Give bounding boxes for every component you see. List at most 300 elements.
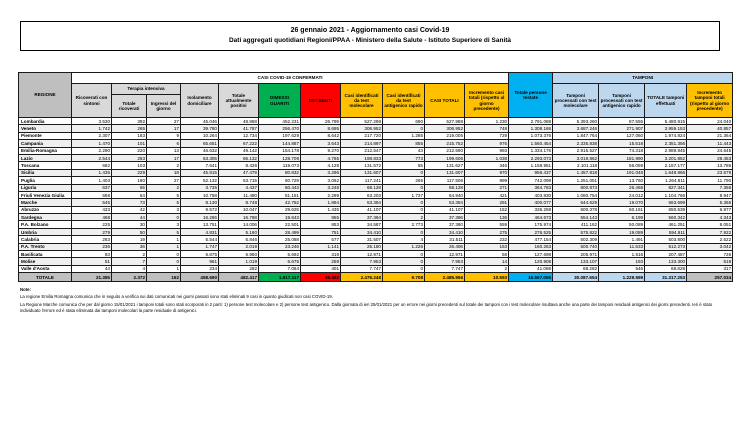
cell-terapia-intensiva-totale: 2.372 bbox=[112, 273, 147, 282]
cell-incremento-casi: 10.593 bbox=[465, 273, 509, 282]
cell-incremento-tamponi: 7.356 bbox=[687, 184, 733, 191]
cell-ricoverati-con-sintomi: 668 bbox=[72, 191, 112, 198]
cell-deceduti: 4.765 bbox=[301, 154, 341, 161]
cell-deceduti: 86.422 bbox=[301, 273, 341, 282]
cell-totale-attualmente-positivi: 2.019 bbox=[219, 243, 259, 250]
cell-incremento-tamponi: 11.443 bbox=[687, 140, 733, 147]
cell-ricoverati-con-sintomi: 21.355 bbox=[72, 273, 112, 282]
cell-terapia-intensiva-ingressi: 5 bbox=[147, 191, 181, 198]
cell-casi-test-antigenico: 0 bbox=[383, 169, 425, 176]
cell-casi-test-molecolare: 198.833 bbox=[341, 154, 383, 161]
cell-ricoverati-con-sintomi: 1.742 bbox=[72, 125, 112, 132]
cell-deceduti: 319 bbox=[301, 251, 341, 258]
cell-totale-persone-testate: 2.791.088 bbox=[509, 118, 553, 125]
cell-casi-totali: 306.952 bbox=[425, 125, 465, 132]
cell-totale-attualmente-positivi: 8.748 bbox=[219, 199, 259, 206]
cell-tamponi-molecolare: 502.309 bbox=[553, 236, 599, 243]
cell-casi-totali: 37.360 bbox=[425, 221, 465, 228]
bulletin-date-title: 26 gennaio 2021 - Aggiornamento casi Covid-19 bbox=[290, 27, 450, 34]
cell-incremento-casi: 291 bbox=[465, 199, 509, 206]
cell-deceduti: 8.695 bbox=[301, 125, 341, 132]
cell-dimessi-guariti: 452.231 bbox=[259, 118, 301, 125]
cell-terapia-intensiva-ingressi: 3 bbox=[147, 221, 181, 228]
cell-incremento-tamponi: 8.947 bbox=[687, 191, 733, 198]
cell-ricoverati-con-sintomi: 3.530 bbox=[72, 118, 112, 125]
cell-totale-attualmente-positivi: 6.960 bbox=[219, 251, 259, 258]
cell-deceduti: 2.299 bbox=[301, 191, 341, 198]
cell-terapia-intensiva-totale: 42 bbox=[112, 206, 147, 213]
cell-tamponi-antigenico: 24.012 bbox=[599, 191, 645, 198]
cell-ricoverati-con-sintomi: 51 bbox=[72, 258, 112, 265]
cell-terapia-intensiva-totale: 220 bbox=[112, 147, 147, 154]
region-name: Molise bbox=[19, 258, 72, 265]
cell-incremento-tamponi: 24.645 bbox=[687, 147, 733, 154]
cell-tamponi-molecolare: 1.457.818 bbox=[553, 169, 599, 176]
table-row bbox=[19, 162, 733, 169]
cell-terapia-intensiva-totale: 392 bbox=[112, 118, 147, 125]
cell-ricoverati-con-sintomi: 279 bbox=[72, 228, 112, 235]
cell-terapia-intensiva-totale: 2 bbox=[112, 251, 147, 258]
cell-isolamento-domiciliare: 3.735 bbox=[181, 184, 219, 191]
notes-label: Note: bbox=[20, 287, 31, 292]
cell-casi-totali: 12.971 bbox=[425, 251, 465, 258]
header-ti-totale: Totale ricoverati bbox=[112, 95, 147, 118]
cell-casi-test-antigenico: 0 bbox=[383, 228, 425, 235]
cell-tamponi-molecolare: 133.107 bbox=[553, 258, 599, 265]
cell-casi-totali: 53.394 bbox=[425, 199, 465, 206]
cell-incremento-casi: 346 bbox=[465, 162, 509, 169]
cell-terapia-intensiva-totale: 283 bbox=[112, 154, 147, 161]
cell-totale-attualmente-positivi: 282 bbox=[219, 265, 259, 272]
header-incremento-casi: Incremento casi totali (rispetto al giorno precedente) bbox=[465, 84, 509, 118]
cell-dimessi-guariti: 5.692 bbox=[259, 251, 301, 258]
cell-incremento-tamponi: 13.786 bbox=[687, 162, 733, 169]
cell-incremento-casi: 729 bbox=[465, 132, 509, 139]
cell-ricoverati-con-sintomi: 1.470 bbox=[72, 140, 112, 147]
header-casi-totali: CASI TOTALI bbox=[425, 84, 465, 118]
cell-tamponi-molecolare: 411.162 bbox=[553, 221, 599, 228]
table-row bbox=[19, 265, 733, 272]
cell-terapia-intensiva-totale: 65 bbox=[112, 184, 147, 191]
cell-dimessi-guariti: 80.832 bbox=[259, 169, 301, 176]
cell-terapia-intensiva-totale: 36 bbox=[112, 243, 147, 250]
note-marche: La Regione Marche comunica che per dal giorno 15/01/2021 i tamponi totali sono stati scorporati in 2 parti: 1) persone test molecolare e 2) persone test antigenico. Dalla giornata di ieri 25/01/2021 per un errore nei giorni precedenti sul totale dei tamponi con i test molecolare risultava anche una parte dei tamponi residuali antigenici dei giorni precedenti. Ieri è stato individuato l'errore ed è stata eliminata dai tamponi molecolari la parte residuale di antigenici. bbox=[20, 301, 713, 314]
region-name: Sicilia bbox=[19, 169, 72, 176]
cell-totale-persone-testate: 1.334.176 bbox=[509, 147, 553, 154]
cell-deceduti: 1.141 bbox=[301, 243, 341, 250]
cell-tamponi-antigenico: 1.516 bbox=[599, 251, 645, 258]
cell-tamponi-antigenico: 127.060 bbox=[599, 132, 645, 139]
header-attualmente-positivi: Totale attualmente positivi bbox=[219, 84, 259, 118]
cell-casi-totali: 215.752 bbox=[425, 140, 465, 147]
cell-totale-persone-testate: 400.077 bbox=[509, 199, 553, 206]
cell-deceduti: 3.643 bbox=[301, 140, 341, 147]
cell-terapia-intensiva-ingressi: 9 bbox=[147, 132, 181, 139]
cell-tamponi-antigenico: 1.491 bbox=[599, 236, 645, 243]
cell-casi-test-molecolare: 131.607 bbox=[341, 169, 383, 176]
cell-deceduti: 26.789 bbox=[301, 118, 341, 125]
cell-casi-totali: 131.607 bbox=[425, 169, 465, 176]
cell-totale-persone-testate: 477.154 bbox=[509, 236, 553, 243]
cell-incremento-casi: 1.038 bbox=[465, 154, 509, 161]
header-ricoverati: Ricoverati con sintomi bbox=[72, 84, 112, 118]
cell-tamponi-molecolare: 3.687.246 bbox=[553, 125, 599, 132]
cell-casi-test-molecolare: 131.572 bbox=[341, 162, 383, 169]
cell-isolamento-domiciliare: 10.264 bbox=[181, 132, 219, 139]
cell-casi-test-antigenico: 1.285 bbox=[383, 132, 425, 139]
cell-totale-attualmente-positivi: 48.968 bbox=[219, 118, 259, 125]
header-tamponi-antigenico: Tamponi processati con test antigenico rapido bbox=[599, 84, 645, 118]
cell-totale-persone-testate: 956.437 bbox=[509, 169, 553, 176]
cell-tamponi-molecolare: 2.335.838 bbox=[553, 140, 599, 147]
cell-incremento-tamponi: 4.343 bbox=[687, 214, 733, 221]
cell-incremento-casi: 2 bbox=[465, 265, 509, 272]
cell-incremento-tamponi: 29.453 bbox=[687, 154, 733, 161]
cell-tamponi-molecolare: 30.087.654 bbox=[553, 273, 599, 282]
cell-terapia-intensiva-totale: 163 bbox=[112, 132, 147, 139]
region-name: Abruzzo bbox=[19, 206, 72, 213]
header-group-tamponi: TAMPONI bbox=[553, 73, 733, 84]
cell-totale-attualmente-positivi: 4.437 bbox=[219, 184, 259, 191]
cell-isolamento-domiciliare: 4.831 bbox=[181, 228, 219, 235]
cell-dimessi-guariti: 51.151 bbox=[259, 191, 301, 198]
cell-ricoverati-con-sintomi: 433 bbox=[72, 206, 112, 213]
cell-terapia-intensiva-ingressi: 27 bbox=[147, 118, 181, 125]
cell-tamponi-molecolare: 1.080.754 bbox=[553, 191, 599, 198]
cell-casi-test-antigenico: 1.737 bbox=[383, 191, 425, 198]
region-name: Piemonte bbox=[19, 132, 72, 139]
cell-tamponi-molecolare: 800.873 bbox=[553, 184, 599, 191]
cell-casi-test-antigenico: 2 bbox=[383, 214, 425, 221]
cell-isolamento-domiciliare: 39.780 bbox=[181, 125, 219, 132]
cell-ricoverati-con-sintomi: 283 bbox=[72, 236, 112, 243]
table-row bbox=[19, 206, 733, 213]
cell-tamponi-antigenico: 11.533 bbox=[599, 243, 645, 250]
cell-casi-totali: 31.511 bbox=[425, 236, 465, 243]
cell-casi-totali: 7.953 bbox=[425, 258, 465, 265]
cell-terapia-intensiva-totale: 64 bbox=[112, 191, 147, 198]
cell-casi-test-molecolare: 306.952 bbox=[341, 125, 383, 132]
cell-totale-attualmente-positivi: 67.222 bbox=[219, 140, 259, 147]
cell-totale-attualmente-positivi: 53.715 bbox=[219, 177, 259, 184]
header-ti-ingressi: Ingressi del giorno bbox=[147, 95, 181, 118]
cell-terapia-intensiva-totale: 229 bbox=[112, 169, 147, 176]
cell-tamponi-antigenico: 15.518 bbox=[599, 140, 645, 147]
cell-isolamento-domiciliare: 8.130 bbox=[181, 199, 219, 206]
cell-incremento-casi: 970 bbox=[465, 169, 509, 176]
cell-totale-tamponi: 663.699 bbox=[645, 199, 687, 206]
cell-ricoverati-con-sintomi: 468 bbox=[72, 214, 112, 221]
cell-casi-test-molecolare: 68.128 bbox=[341, 184, 383, 191]
cell-casi-test-molecolare: 25.180 bbox=[341, 243, 383, 250]
cell-totale-tamponi: 503.800 bbox=[645, 236, 687, 243]
cell-incremento-tamponi: 8.051 bbox=[687, 221, 733, 228]
cell-incremento-casi: 271 bbox=[465, 184, 509, 191]
cell-tamponi-molecolare: 575.822 bbox=[553, 228, 599, 235]
cell-terapia-intensiva-totale: 44 bbox=[112, 214, 147, 221]
header-tamponi-totale: TOTALE tamponi effettuati bbox=[645, 84, 687, 118]
cell-tamponi-antigenico: 50.089 bbox=[599, 221, 645, 228]
cell-incremento-tamponi: 2.522 bbox=[687, 236, 733, 243]
cell-casi-test-molecolare: 53.394 bbox=[341, 199, 383, 206]
cell-totale-tamponi: 1.648.866 bbox=[645, 169, 687, 176]
table-row bbox=[19, 125, 733, 132]
region-name: Lombardia bbox=[19, 118, 72, 125]
cell-isolamento-domiciliare: 961 bbox=[181, 258, 219, 265]
cell-incremento-casi: 14 bbox=[465, 258, 509, 265]
cell-deceduti: 955 bbox=[301, 214, 341, 221]
total-row bbox=[19, 273, 733, 282]
table-row bbox=[19, 154, 733, 161]
cell-casi-test-molecolare: 37.394 bbox=[341, 214, 383, 221]
cell-incremento-casi: 421 bbox=[465, 191, 509, 198]
cell-terapia-intensiva-ingressi: 1 bbox=[147, 243, 181, 250]
cell-incremento-casi: 58 bbox=[465, 251, 509, 258]
cell-isolamento-domiciliare: 65.651 bbox=[181, 140, 219, 147]
cell-totale-attualmente-positivi: 41.787 bbox=[219, 125, 259, 132]
cell-totale-tamponi: 461.251 bbox=[645, 221, 687, 228]
cell-casi-test-molecolare: 12.971 bbox=[341, 251, 383, 258]
cell-isolamento-domiciliare: 1.747 bbox=[181, 243, 219, 250]
cell-casi-totali: 34.410 bbox=[425, 228, 465, 235]
table-row bbox=[19, 258, 733, 265]
cell-terapia-intensiva-ingressi: 5 bbox=[147, 228, 181, 235]
cell-totale-tamponi: 1.264.811 bbox=[645, 177, 687, 184]
cell-dimessi-guariti: 22.501 bbox=[259, 221, 301, 228]
cell-totale-tamponi: 1.974.824 bbox=[645, 132, 687, 139]
table-row bbox=[19, 147, 733, 154]
cell-casi-totali: 199.606 bbox=[425, 154, 465, 161]
cell-totale-tamponi: 827.341 bbox=[645, 184, 687, 191]
table-row bbox=[19, 169, 733, 176]
cell-totale-attualmente-positivi: 66.132 bbox=[219, 154, 259, 161]
header-dimessi-guariti: DIMESSI GUARITI bbox=[259, 84, 301, 118]
cell-isolamento-domiciliare: 45.815 bbox=[181, 169, 219, 176]
cell-casi-test-antigenico: 0 bbox=[383, 184, 425, 191]
cell-deceduti: 4.128 bbox=[301, 162, 341, 169]
cell-incremento-casi: 559 bbox=[465, 221, 509, 228]
cell-totale-attualmente-positivi: 49.142 bbox=[219, 147, 259, 154]
region-name: Puglia bbox=[19, 177, 72, 184]
cell-tamponi-molecolare: 5.393.260 bbox=[553, 118, 599, 125]
cell-deceduti: 3.296 bbox=[301, 169, 341, 176]
cell-incremento-casi: 136 bbox=[465, 214, 509, 221]
cell-terapia-intensiva-ingressi: 0 bbox=[147, 258, 181, 265]
region-name: Lazio bbox=[19, 154, 72, 161]
cell-totale-tamponi: 31.317.253 bbox=[645, 273, 687, 282]
cell-terapia-intensiva-totale: 265 bbox=[112, 125, 147, 132]
cell-incremento-tamponi: 518 bbox=[687, 258, 733, 265]
cell-dimessi-guariti: 1.917.117 bbox=[259, 273, 301, 282]
cell-casi-test-antigenico: 43 bbox=[383, 147, 425, 154]
region-name: Valle d'Aosta bbox=[19, 265, 72, 272]
cell-isolamento-domiciliare: 458.690 bbox=[181, 273, 219, 282]
cell-casi-totali: 219.005 bbox=[425, 132, 465, 139]
cell-casi-test-antigenico: 0 bbox=[383, 125, 425, 132]
table-row bbox=[19, 214, 733, 221]
cell-casi-totali: 64.940 bbox=[425, 191, 465, 198]
region-name: Emilia-Romagna bbox=[19, 147, 72, 154]
cell-totale-tamponi: 68.828 bbox=[645, 265, 687, 272]
cell-incremento-casi: 1.230 bbox=[465, 118, 509, 125]
cell-incremento-tamponi: 6.977 bbox=[687, 206, 733, 213]
cell-totale-attualmente-positivi: 14.006 bbox=[219, 221, 259, 228]
region-name: Basilicata bbox=[19, 251, 72, 258]
cell-casi-test-molecolare: 117.241 bbox=[341, 177, 383, 184]
cell-totale-attualmente-positivi: 8.426 bbox=[219, 162, 259, 169]
cell-totale-persone-testate: 160.263 bbox=[509, 243, 553, 250]
header-incremento-tamponi: Incremento tamponi totali (rispetto al giorno precedente) bbox=[687, 84, 733, 118]
header-regione: REGIONE bbox=[19, 73, 72, 118]
cell-terapia-intensiva-totale: 50 bbox=[112, 228, 147, 235]
cell-tamponi-molecolare: 644.629 bbox=[553, 199, 599, 206]
cell-casi-totali: 131.627 bbox=[425, 162, 465, 169]
cell-deceduti: 853 bbox=[301, 221, 341, 228]
title-box bbox=[20, 21, 720, 51]
cell-tamponi-antigenico: 191.048 bbox=[599, 169, 645, 176]
cell-tamponi-molecolare: 2.101.118 bbox=[553, 162, 599, 169]
cell-isolamento-domiciliare: 234 bbox=[181, 265, 219, 272]
cell-tamponi-molecolare: 554.143 bbox=[553, 214, 599, 221]
cell-dimessi-guariti: 60.443 bbox=[259, 184, 301, 191]
cell-casi-test-molecolare: 7.747 bbox=[341, 265, 383, 272]
cell-totale-persone-testate: 1.158.951 bbox=[509, 162, 553, 169]
cell-tamponi-molecolare: 1.251.051 bbox=[553, 177, 599, 184]
cell-ricoverati-con-sintomi: 682 bbox=[72, 162, 112, 169]
cell-casi-test-antigenico: 0 bbox=[383, 199, 425, 206]
cell-deceduti: 9.270 bbox=[301, 147, 341, 154]
table-row bbox=[19, 132, 733, 139]
cell-dimessi-guariti: 29.625 bbox=[259, 206, 301, 213]
cell-tamponi-molecolare: 68.282 bbox=[553, 265, 599, 272]
cell-dimessi-guariti: 6.675 bbox=[259, 258, 301, 265]
cell-tamponi-molecolare: 2.915.527 bbox=[553, 147, 599, 154]
cell-casi-totali: 212.590 bbox=[425, 147, 465, 154]
cell-isolamento-domiciliare: 46.632 bbox=[181, 147, 219, 154]
cell-deceduti: 3.062 bbox=[301, 177, 341, 184]
cell-tamponi-antigenico: 56.059 bbox=[599, 162, 645, 169]
cell-casi-test-antigenico: 2.773 bbox=[383, 221, 425, 228]
cell-totale-tamponi: 207.487 bbox=[645, 251, 687, 258]
cell-isolamento-domiciliare: 63.305 bbox=[181, 154, 219, 161]
cell-totale-tamponi: 650.539 bbox=[645, 206, 687, 213]
cell-tamponi-antigenico: 74.318 bbox=[599, 147, 645, 154]
cell-tamponi-antigenico: 181.990 bbox=[599, 154, 645, 161]
cell-terapia-intensiva-totale: 7 bbox=[112, 258, 147, 265]
cell-isolamento-domiciliare: 10.758 bbox=[181, 191, 219, 198]
header-isolamento: Isolamento domiciliare bbox=[181, 84, 219, 118]
cell-casi-test-antigenico: 9.708 bbox=[383, 273, 425, 282]
cell-totale-tamponi: 2.989.845 bbox=[645, 147, 687, 154]
cell-tamponi-molecolare: 600.378 bbox=[553, 206, 599, 213]
cell-ricoverati-con-sintomi: 236 bbox=[72, 243, 112, 250]
cell-isolamento-domiciliare: 9.572 bbox=[181, 206, 219, 213]
cell-isolamento-domiciliare: 16.286 bbox=[181, 214, 219, 221]
cell-totale-persone-testate: 364.783 bbox=[509, 184, 553, 191]
cell-casi-test-antigenico: 55 bbox=[383, 162, 425, 169]
cell-casi-test-molecolare: 31.507 bbox=[341, 236, 383, 243]
cell-totale-persone-testate: 464.673 bbox=[509, 214, 553, 221]
cell-terapia-intensiva-ingressi: 0 bbox=[147, 251, 181, 258]
cell-incremento-tamponi: 40.857 bbox=[687, 125, 733, 132]
cell-terapia-intensiva-totale: 4 bbox=[112, 265, 147, 272]
header-tamponi-molecolare: Tamponi processati con test molecolare bbox=[553, 84, 599, 118]
cell-terapia-intensiva-totale: 180 bbox=[112, 177, 147, 184]
cell-totale-tamponi: 560.342 bbox=[645, 214, 687, 221]
cell-totale-attualmente-positivi: 12.734 bbox=[219, 132, 259, 139]
cell-totale-attualmente-positivi: 5.160 bbox=[219, 228, 259, 235]
cell-tamponi-molecolare: 205.971 bbox=[553, 251, 599, 258]
cell-ricoverati-con-sintomi: 637 bbox=[72, 184, 112, 191]
cell-totale-persone-testate: 120.908 bbox=[509, 258, 553, 265]
cell-totale-persone-testate: 276.525 bbox=[509, 228, 553, 235]
cell-incremento-casi: 976 bbox=[465, 140, 509, 147]
cell-dimessi-guariti: 28.499 bbox=[259, 228, 301, 235]
cell-isolamento-domiciliare: 5.544 bbox=[181, 236, 219, 243]
table-row bbox=[19, 251, 733, 258]
cell-tamponi-molecolare: 1.847.764 bbox=[553, 132, 599, 139]
cell-incremento-tamponi: 21.364 bbox=[687, 132, 733, 139]
cell-tamponi-antigenico: 13.760 bbox=[599, 177, 645, 184]
cell-casi-test-antigenico: 773 bbox=[383, 154, 425, 161]
cell-isolamento-domiciliare: 6.875 bbox=[181, 251, 219, 258]
region-name: P.A. Bolzano bbox=[19, 221, 72, 228]
region-name: P.A. Trento bbox=[19, 243, 72, 250]
cell-ricoverati-con-sintomi: 2.307 bbox=[72, 132, 112, 139]
cell-dimessi-guariti: 128.709 bbox=[259, 154, 301, 161]
header-group-terapia-intensiva: Terapia intensiva bbox=[112, 84, 181, 95]
cell-incremento-casi: 999 bbox=[465, 177, 509, 184]
cell-isolamento-domiciliare: 13.751 bbox=[181, 221, 219, 228]
cell-tamponi-antigenico: 271.907 bbox=[599, 125, 645, 132]
cell-tamponi-antigenico: 546 bbox=[599, 265, 645, 272]
region-name: Friuli Venezia Giulia bbox=[19, 191, 72, 198]
header-casi-molecolare: Casi identificati da test molecolare bbox=[341, 84, 383, 118]
region-name: Veneto bbox=[19, 125, 72, 132]
cell-terapia-intensiva-totale: 19 bbox=[112, 236, 147, 243]
cell-incremento-casi: 232 bbox=[465, 236, 509, 243]
cell-ricoverati-con-sintomi: 2.544 bbox=[72, 154, 112, 161]
cell-totale-attualmente-positivi: 5.846 bbox=[219, 236, 259, 243]
table-row bbox=[19, 199, 733, 206]
table-body bbox=[19, 118, 733, 282]
cell-dimessi-guariti: 19.643 bbox=[259, 214, 301, 221]
cell-ricoverati-con-sintomi: 2.290 bbox=[72, 147, 112, 154]
cell-casi-test-molecolare: 2.476.248 bbox=[341, 273, 383, 282]
cell-terapia-intensiva-totale: 103 bbox=[112, 162, 147, 169]
cell-terapia-intensiva-ingressi: 27 bbox=[147, 177, 181, 184]
covid-data-table bbox=[18, 72, 733, 282]
cell-dimessi-guariti: 119.073 bbox=[259, 162, 301, 169]
cell-deceduti: 577 bbox=[301, 236, 341, 243]
region-name: Marche bbox=[19, 199, 72, 206]
cell-totale-persone-testate: 403.830 bbox=[509, 191, 553, 198]
cell-casi-test-molecolare: 41.107 bbox=[341, 206, 383, 213]
bulletin-subtitle: Dati aggregati quotidiani Regioni/PPAA - Ministero della Salute - Istituto Superiore di Sanità bbox=[228, 37, 512, 45]
cell-terapia-intensiva-ingressi: 5 bbox=[147, 199, 181, 206]
cell-terapia-intensiva-ingressi: 13 bbox=[147, 147, 181, 154]
cell-casi-test-antigenico: 0 bbox=[383, 265, 425, 272]
cell-casi-test-antigenico: 4 bbox=[383, 236, 425, 243]
cell-casi-test-molecolare: 63.203 bbox=[341, 191, 383, 198]
cell-ricoverati-con-sintomi: 1.435 bbox=[72, 169, 112, 176]
cell-terapia-intensiva-ingressi: 1 bbox=[147, 236, 181, 243]
region-name: Liguria bbox=[19, 184, 72, 191]
cell-dimessi-guariti: 25.088 bbox=[259, 236, 301, 243]
cell-totale-persone-testate: 2.293.073 bbox=[509, 154, 553, 161]
cell-casi-test-molecolare: 34.410 bbox=[341, 228, 383, 235]
cell-casi-totali: 7.747 bbox=[425, 265, 465, 272]
